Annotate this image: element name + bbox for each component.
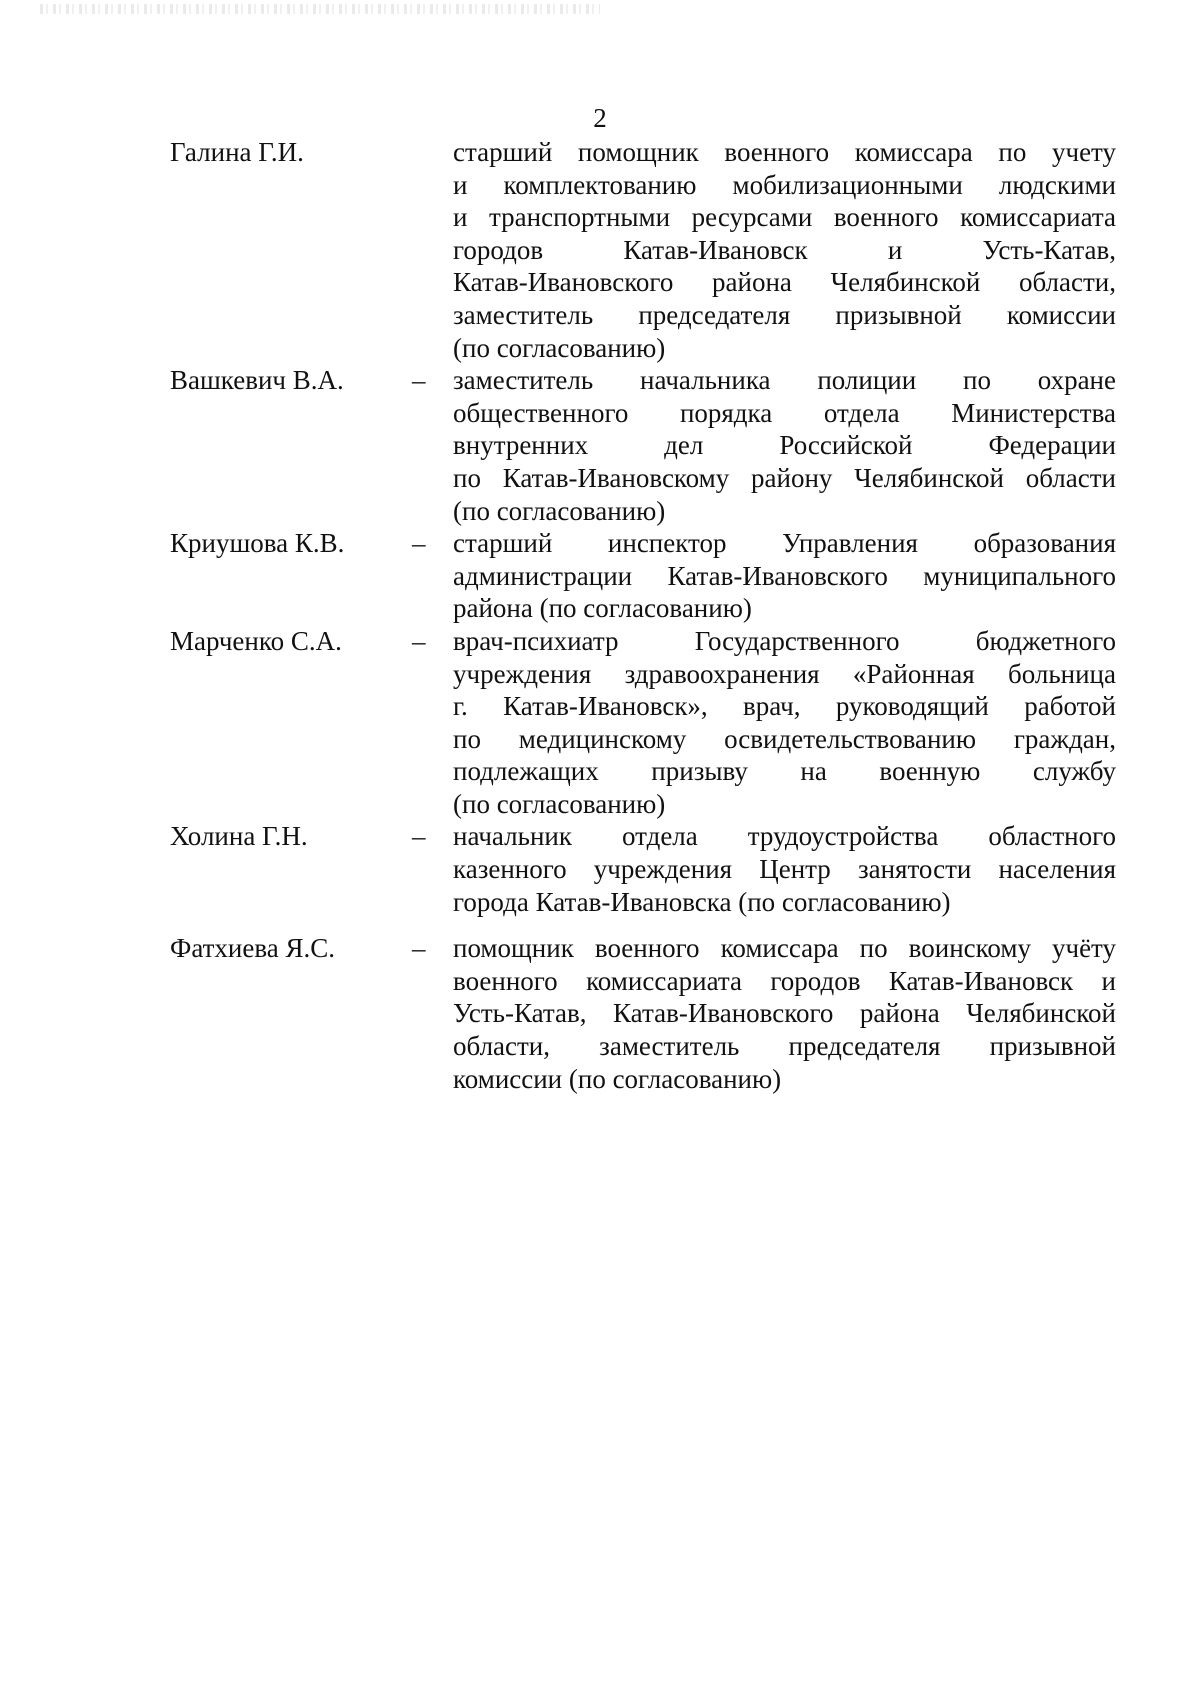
member-name: Вашкевич В.А. bbox=[170, 365, 344, 396]
position-line: района (по согласованию) bbox=[453, 593, 752, 624]
position-line: помощник военного комиссара по воинскому учёту bbox=[453, 933, 1116, 964]
member-entry bbox=[0, 364, 1200, 527]
member-name: Холина Г.Н. bbox=[170, 821, 308, 852]
entry-dash: – bbox=[412, 625, 426, 656]
position-line: Усть-Катав, Катав-Ивановского района Челябинской bbox=[453, 998, 1116, 1029]
position-line: области, заместитель председателя призывной bbox=[453, 1031, 1116, 1062]
position-line: казенного учреждения Центр занятости населения bbox=[453, 854, 1116, 885]
member-position bbox=[453, 625, 1116, 821]
position-line: по медицинскому освидетельствованию граждан, bbox=[453, 723, 1116, 754]
member-name: Марченко С.А. bbox=[170, 625, 342, 656]
member-position bbox=[453, 364, 1116, 527]
position-line: (по согласованию) bbox=[453, 332, 666, 363]
position-line: военного комиссариата городов Катав-Ивановск и bbox=[453, 965, 1116, 996]
position-line: комиссии (по согласованию) bbox=[453, 1063, 782, 1094]
position-line: Катав-Ивановского района Челябинской области, bbox=[453, 267, 1116, 298]
scan-artifact bbox=[40, 4, 600, 14]
position-line: заместитель председателя призывной комиссии bbox=[453, 299, 1116, 330]
page-number: 2 bbox=[593, 103, 607, 133]
position-line: по Катав-Ивановскому району Челябинской области bbox=[453, 462, 1116, 493]
member-entry bbox=[0, 625, 1200, 821]
member-entry bbox=[0, 527, 1200, 625]
position-line: старший инспектор Управления образования bbox=[453, 528, 1116, 559]
members-list bbox=[0, 136, 1200, 1095]
position-line: г. Катав-Ивановск», врач, руководящий работой bbox=[453, 691, 1116, 722]
position-line: общественного порядка отдела Министерства bbox=[453, 397, 1116, 428]
position-line: администрации Катав-Ивановского муниципального bbox=[453, 560, 1116, 591]
position-line: подлежащих призыву на военную службу bbox=[453, 756, 1116, 787]
position-line: врач-психиатр Государственного бюджетного bbox=[453, 625, 1116, 656]
position-line: (по согласованию) bbox=[453, 788, 666, 819]
member-position bbox=[453, 527, 1116, 625]
member-position bbox=[453, 932, 1116, 1095]
member-entry bbox=[0, 136, 1200, 364]
entry-dash: – bbox=[412, 933, 426, 964]
entry-dash: – bbox=[412, 821, 426, 852]
position-line: (по согласованию) bbox=[453, 495, 666, 526]
position-line: и комплектованию мобилизационными людскими bbox=[453, 169, 1116, 200]
position-line: городов Катав-Ивановск и Усть-Катав, bbox=[453, 234, 1116, 265]
member-entry bbox=[0, 932, 1200, 1095]
position-line: учреждения здравоохранения «Районная больница bbox=[453, 658, 1116, 689]
member-position bbox=[453, 820, 1116, 918]
position-line: города Катав-Ивановска (по согласованию) bbox=[453, 886, 951, 917]
position-line: начальник отдела трудоустройства областного bbox=[453, 821, 1116, 852]
position-line: заместитель начальника полиции по охране bbox=[453, 365, 1116, 396]
member-name: Галина Г.И. bbox=[170, 137, 304, 167]
position-line: старший помощник военного комиссара по учету bbox=[453, 137, 1116, 167]
member-name: Фатхиева Я.С. bbox=[170, 933, 335, 964]
member-entry bbox=[0, 820, 1200, 918]
entry-dash: – bbox=[412, 528, 426, 559]
position-line: внутренних дел Российской Федерации bbox=[453, 430, 1116, 461]
position-line: и транспортными ресурсами военного комиссариата bbox=[453, 202, 1116, 233]
member-name: Криушова К.В. bbox=[170, 528, 345, 559]
entry-dash: – bbox=[412, 365, 426, 396]
member-position bbox=[453, 136, 1116, 364]
